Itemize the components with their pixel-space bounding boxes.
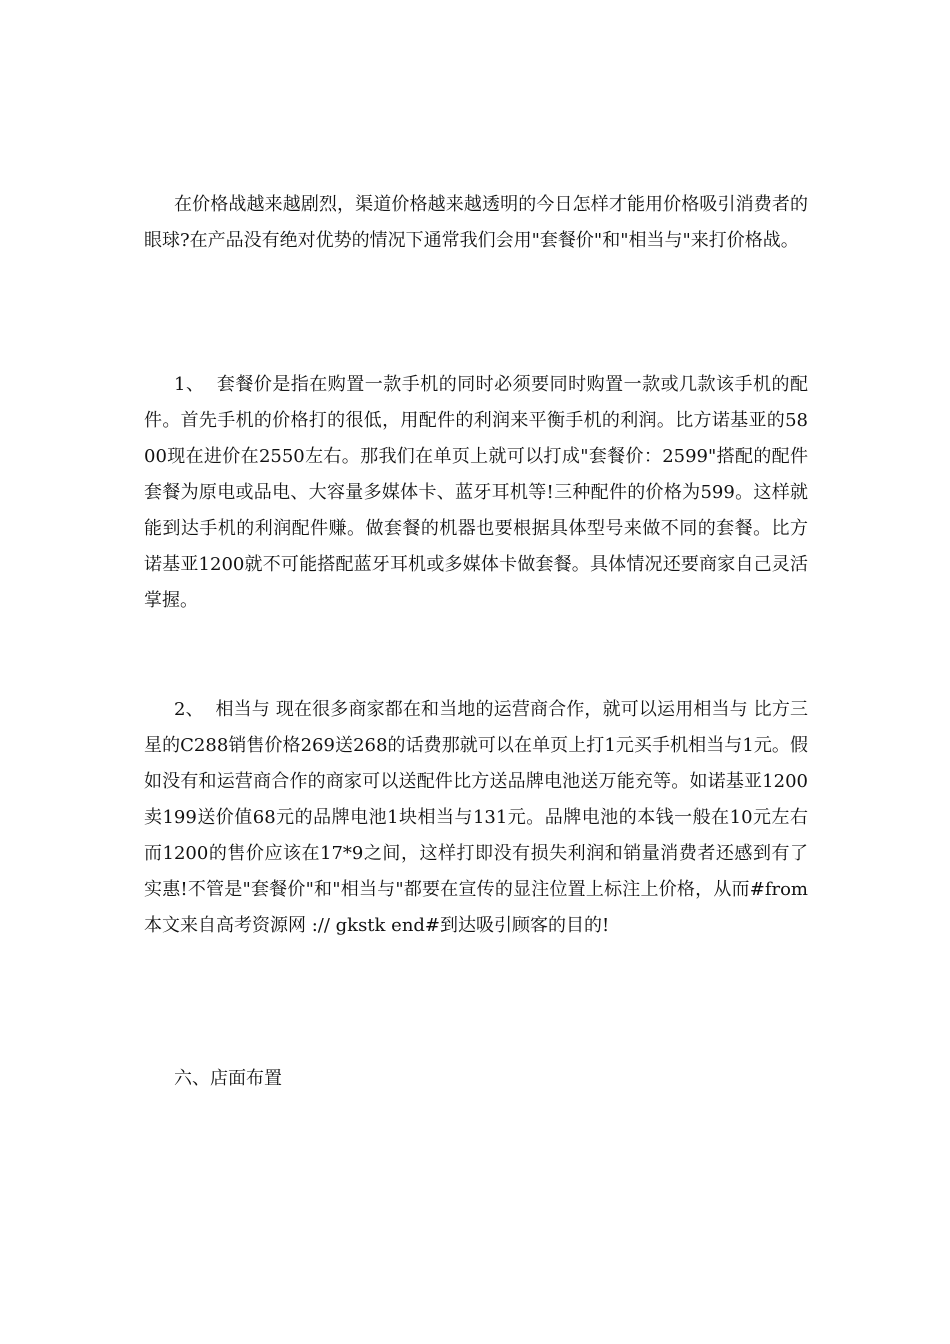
section-heading: 六、店面布置 <box>174 1068 282 1089</box>
intro-paragraph: 在价格战越来越剧烈，渠道价格越来越透明的今日怎样才能用价格吸引消费者的眼球?在产品没有绝对优势的情况下通常我们会用"套餐价"和"相当与"来打价格战。 <box>144 194 808 251</box>
item-1-paragraph: 1、 套餐价是指在购置一款手机的同时必须要同时购置一款或几款该手机的配件。首先手机的价格打的很低，用配件的利润来平衡手机的利润。比方诺基亚的5800现在进价在2550左右。那我们在单页上就可以打成"套餐价：2599"搭配的配件套餐为原电或品电、大容量多媒体卡、蓝牙耳机等!三种配件的价格为599。这样就能到达手机的利润配件赚。做套餐的机器也要根据具体型号来做不同的套餐。比方诺基亚1200就不可能搭配蓝牙耳机或多媒体卡做套餐。具体情况还要商家自己灵活掌握。 <box>144 374 808 611</box>
item-2-paragraph: 2、 相当与 现在很多商家都在和当地的运营商合作，就可以运用相当与 比方三星的C288销售价格269送268的话费那就可以在单页上打1元买手机相当与1元。假如没有和运营商合作的商家可以送配件比方送品牌电池送万能充等。如诺基亚1200卖199送价值68元的品牌电池1块相当与131元。品牌电池的本钱一般在10元左右而1200的售价应该在17*9之间，这样打即没有损失利润和销量消费者还感到有了实惠!不管是"套餐价"和"相当与"都要在宣传的显注位置上标注上价格，从而#from 本文来自高考资源网 :// gkstk end#到达吸引顾客的目的! <box>144 699 814 936</box>
